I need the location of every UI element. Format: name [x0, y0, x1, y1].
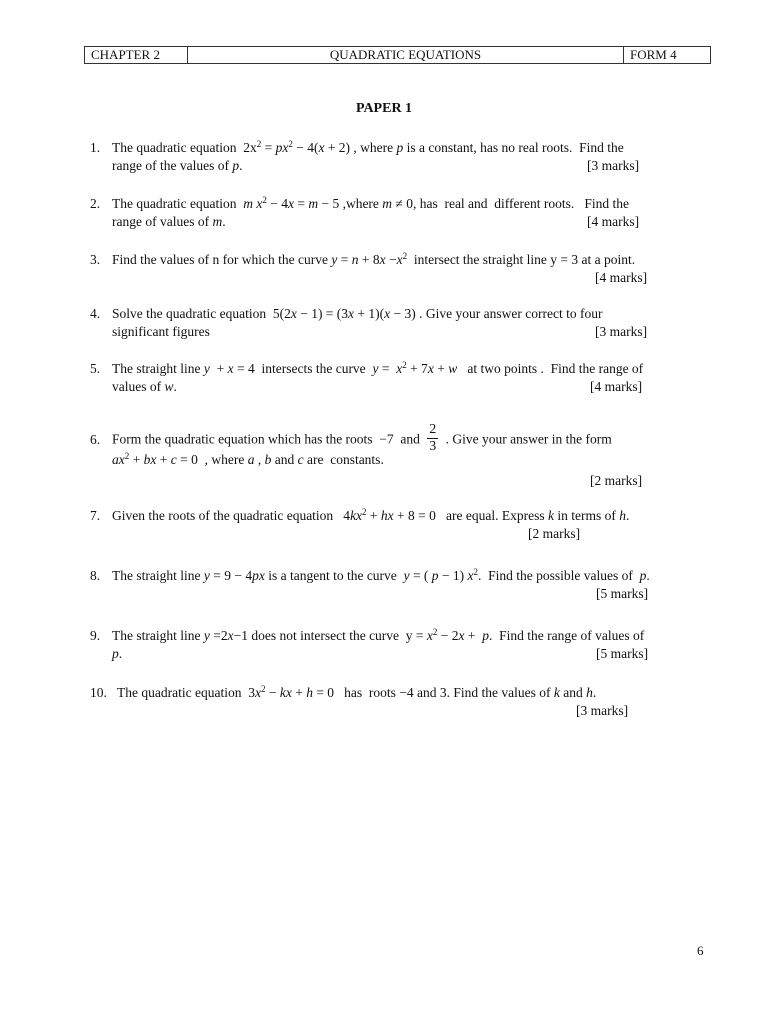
- question-marks: [3 marks]: [587, 158, 640, 173]
- question-6: 6. Form the quadratic equation which has the roots −7 and $\frac{2}{3}$ . Give your answer in the form $ax^2$ + bx + c = 0 , where a , b and c are constants. [2 marks]: [90, 422, 643, 488]
- question-marks: [5 marks]: [596, 646, 649, 661]
- paper-title: PAPER 1: [355, 101, 413, 116]
- question-9: 9. The straight line y =2x−1 does not intersect the curve $y = x^2 - 2x + p$. Find the range of values of p. [5 marks]: [90, 627, 649, 661]
- question-7: 7. Given the roots of the quadratic equation $4kx^2$ + hx + 8 = 0 are equal. Express k in terms of h. [2 marks]: [90, 507, 630, 541]
- chapter-label: CHAPTER 2: [85, 47, 188, 63]
- question-marks: [2 marks]: [528, 526, 581, 541]
- question-marks: [4 marks]: [595, 270, 648, 285]
- question-number: 3.: [90, 252, 101, 267]
- question-marks: [4 marks]: [587, 214, 640, 229]
- question-number: 2.: [90, 196, 101, 211]
- question-10: 10. The quadratic equation $3x^2$ − kx + h = 0 has roots −4 and 3. Find the values of k and h. [3 marks]: [90, 684, 629, 718]
- topic-label: QUADRATIC EQUATIONS: [188, 47, 624, 63]
- question-marks: [4 marks]: [590, 379, 643, 394]
- question-4: 4. Solve the quadratic equation 5(2x − 1) = (3x + 1)(x − 3) . Give your answer correct to four significant figures [3 marks]: [90, 306, 648, 339]
- question-marks: [5 marks]: [596, 586, 649, 601]
- question-number: 7.: [90, 508, 101, 523]
- page-number: 6: [697, 943, 704, 958]
- question-number: 5.: [90, 361, 101, 376]
- question-8: 8. The straight line y = 9 − 4px is a tangent to the curve y = ( p − 1) $x^2$. Find the possible values of p. [5 marks]: [90, 567, 650, 601]
- question-number: 1.: [90, 140, 101, 155]
- form-label: FORM 4: [630, 47, 677, 62]
- question-marks: [3 marks]: [576, 703, 629, 718]
- question-marks: [2 marks]: [590, 473, 643, 488]
- question-number: 6.: [90, 431, 101, 447]
- question-3: 3. Find the values of n for which the curve $y = n + 8x -x^2$ intersect the straight line y = 3 at a point. [4 marks]: [90, 251, 648, 285]
- chapter-header: [84, 46, 711, 64]
- question-marks: [3 marks]: [595, 324, 648, 339]
- question-number: 10.: [90, 685, 107, 700]
- question-number: 8.: [90, 568, 101, 583]
- question-2: 2. The quadratic equation m $x^2 - 4x = m - 5$ ,where m ≠ 0, has real and different roots. Find the range of values of m. [4 marks]: [90, 195, 640, 229]
- question-number: 4.: [90, 306, 101, 321]
- question-5: 5. The straight line y + x = 4 intersects the curve $y = x^2 + 7x + w$ at two points . Find the range of values of w. [4 marks]: [90, 360, 644, 394]
- question-1: 1. The quadratic equation $2x^2 = px^2 - 4(x + 2)$ , where p is a constant, has no real roots. Find the range of the values of p. [3 marks]: [90, 139, 640, 173]
- question-number: 9.: [90, 628, 101, 643]
